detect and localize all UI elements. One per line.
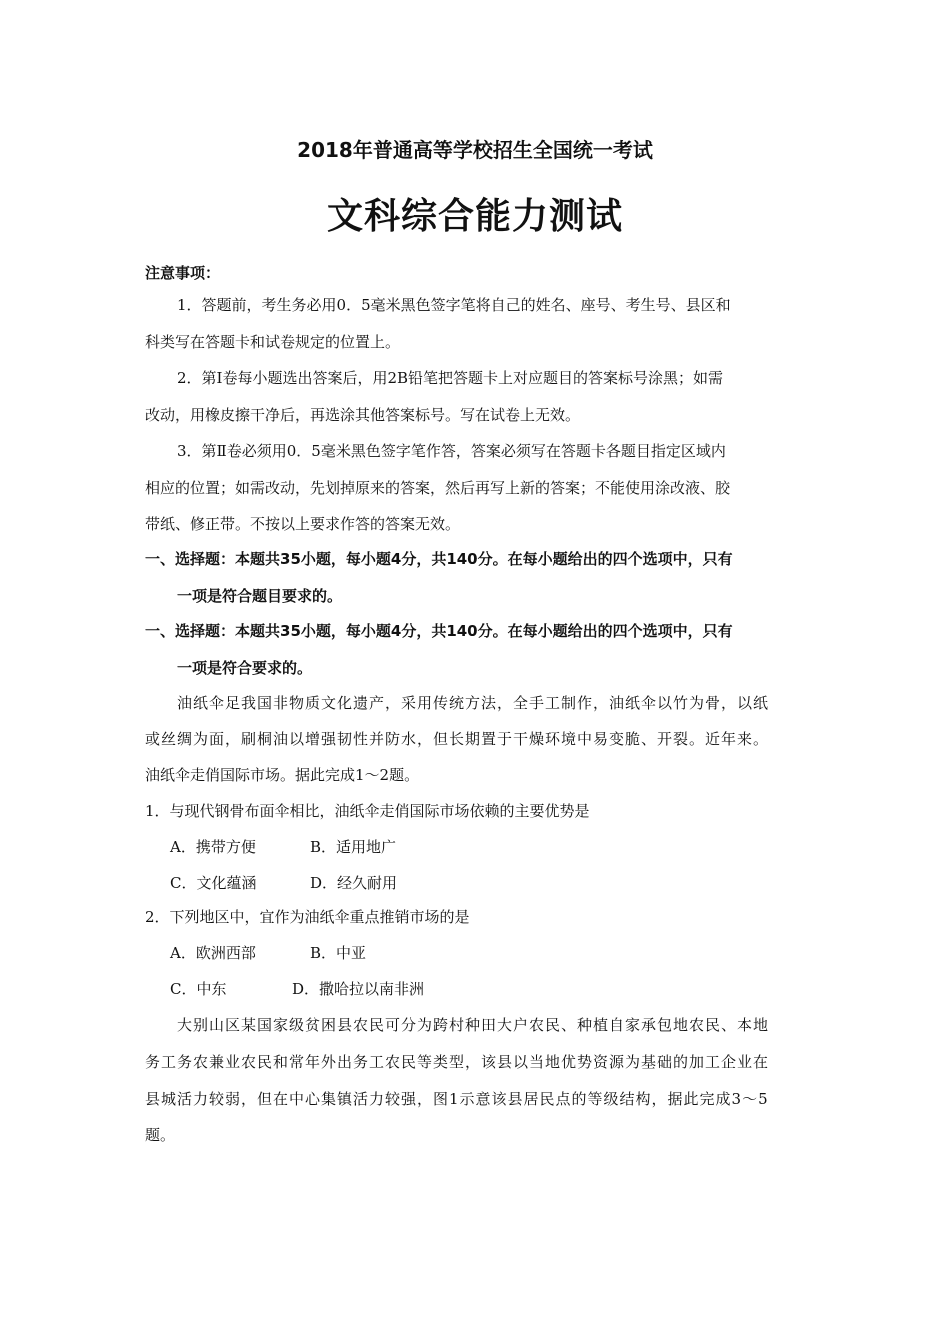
passage-2-line-2: 务工务农兼业农民和常年外出务工农民等类型，该县以当地优势资源为基础的加工企业在	[145, 1053, 770, 1071]
question-1-options-row-1	[170, 836, 815, 858]
question-1-options-row-2	[170, 872, 815, 894]
passage-2-line-1: 大别山区某国家级贫困县农民可分为跨村种田大户农民、种植自家承包地农民、本地	[177, 1016, 770, 1034]
notice-item-1-line-1: 1．答题前，考生务必用0．5毫米黑色签字笔将自己的姓名、座号、考生号、县区和	[177, 296, 731, 314]
question-1-stem: 1．与现代钢骨布面伞相比，油纸伞走俏国际市场依赖的主要优势是	[145, 802, 590, 820]
notice-item-1-line-2: 科类写在答题卡和试卷规定的位置上。	[145, 333, 401, 351]
notice-item-2-line-1: 2．第Ⅰ卷每小题选出答案后，用2B铅笔把答题卡上对应题目的答案标号涂黑；如需	[177, 369, 724, 387]
notice-item-3-line-3: 带纸、修正带。不按以上要求作答的答案无效。	[145, 515, 461, 533]
notice-heading: 注意事项：	[145, 264, 221, 282]
section-heading-a-line-1: 一、选择题：本题共35小题，每小题4分，共140分。在每小题给出的四个选项中，只有	[145, 550, 733, 568]
passage-1-line-3: 油纸伞走俏国际市场。据此完成1～2题。	[145, 766, 420, 784]
question-2-option-d: D．撒哈拉以南非洲	[292, 980, 425, 998]
question-2-option-c: C．中东	[170, 980, 227, 998]
question-1-option-b: B．适用地广	[310, 838, 397, 856]
passage-2-line-4: 题。	[145, 1126, 176, 1144]
question-1-option-a: A．携带方便	[170, 838, 256, 856]
notice-item-3-line-2: 相应的位置；如需改动，先划掉原来的答案，然后再写上新的答案；不能使用涂改液、胶	[145, 479, 731, 497]
subject-title: 文科综合能力测试	[326, 196, 623, 237]
question-2-option-b: B．中亚	[310, 944, 367, 962]
section-heading-b-line-1: 一、选择题：本题共35小题，每小题4分，共140分。在每小题给出的四个选项中，只有	[145, 622, 733, 640]
question-1-option-c: C．文化蕴涵	[170, 874, 257, 892]
passage-1-line-2: 或丝绸为面，刷桐油以增强韧性并防水，但长期置于干燥环境中易变脆、开裂。近年来。	[145, 730, 770, 748]
question-1-option-d: D．经久耐用	[310, 874, 398, 892]
question-2-stem: 2．下列地区中，宜作为油纸伞重点推销市场的是	[145, 908, 470, 926]
question-2-options-row-1	[170, 942, 815, 964]
question-2-option-a: A．欧洲西部	[170, 944, 256, 962]
exam-title: 2018年普通高等学校招生全国统一考试	[297, 138, 653, 162]
question-2-options-row-2	[170, 978, 815, 1000]
section-heading-a-line-2: 一项是符合题目要求的。	[177, 587, 343, 605]
passage-1-line-1: 油纸伞足我国非物质文化遗产，采用传统方法，全手工制作，油纸伞以竹为骨，以纸	[177, 694, 770, 712]
passage-2-line-3: 县城活力较弱，但在中心集镇活力较强，图1示意该县居民点的等级结构，据此完成3～5	[145, 1090, 769, 1108]
section-heading-b-line-2: 一项是符合要求的。	[177, 659, 313, 677]
notice-item-2-line-2: 改动，用橡皮擦干净后，再选涂其他答案标号。写在试卷上无效。	[145, 406, 581, 424]
notice-item-3-line-1: 3．第Ⅱ卷必须用0．5毫米黑色签字笔作答，答案必须写在答题卡各题目指定区域内	[177, 442, 726, 460]
